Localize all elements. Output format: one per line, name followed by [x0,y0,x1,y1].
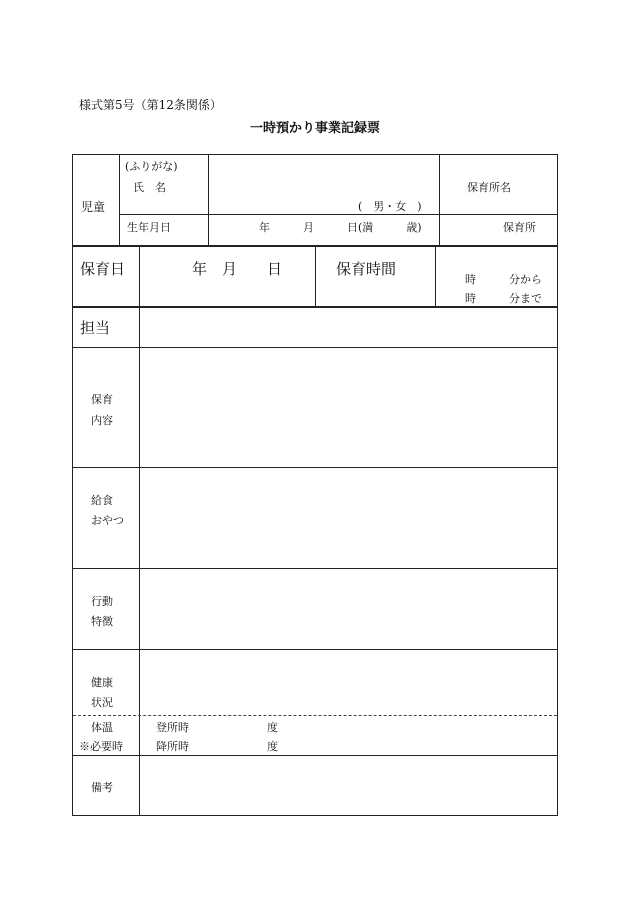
staff-label: 担当 [80,319,111,337]
care-date-field[interactable]: 年 月 日 [192,260,283,278]
care-date-table [72,245,558,308]
care-date-label: 保育日 [80,260,126,278]
departure-temperature-unit[interactable]: 度 [267,740,278,753]
care-time-to[interactable]: 時 分まで [465,292,542,305]
child-label: 児童 [81,200,106,214]
sex-option[interactable]: ( 男・女 ) [358,200,422,213]
arrival-temperature-label: 登所時 [156,721,189,734]
health-label-line1: 健康 [91,676,113,689]
nursery-suffix: 保育所 [503,221,536,234]
behavior-label-line2: 特徴 [91,615,113,628]
furigana-label: (ふりがな) [125,160,178,173]
temperature-note: ※必要時 [79,740,123,753]
departure-temperature-label: 降所時 [156,740,189,753]
health-label-line2: 状況 [91,696,113,709]
care-content-field[interactable] [140,348,557,467]
behavior-label-line1: 行動 [91,595,113,608]
remarks-field[interactable] [140,756,557,815]
birthdate-field[interactable]: 年 月 日(満 歳) [259,221,422,234]
remarks-label: 備考 [91,781,113,794]
temperature-label: 体温 [91,721,113,734]
meal-label-line2: おやつ [91,514,124,527]
meal-field[interactable] [140,468,557,568]
nursery-name-label: 保育所名 [467,181,511,194]
page-title: 一時預かり事業記録票 [249,121,380,136]
form-number: 様式第5号（第12条関係） [79,98,222,112]
child-info-table [72,154,558,247]
birthdate-label: 生年月日 [127,221,171,234]
care-time-label: 保育時間 [336,260,397,278]
care-content-label-line1: 保育 [91,393,113,406]
record-table [72,306,558,816]
care-content-label-line2: 内容 [91,414,113,427]
arrival-temperature-unit[interactable]: 度 [267,721,278,734]
staff-field[interactable] [140,307,557,347]
health-field[interactable] [140,650,557,715]
meal-label-line1: 給食 [91,494,113,507]
name-label: 氏 名 [133,181,166,194]
behavior-field[interactable] [140,569,557,649]
care-time-from[interactable]: 時 分から [465,273,542,286]
